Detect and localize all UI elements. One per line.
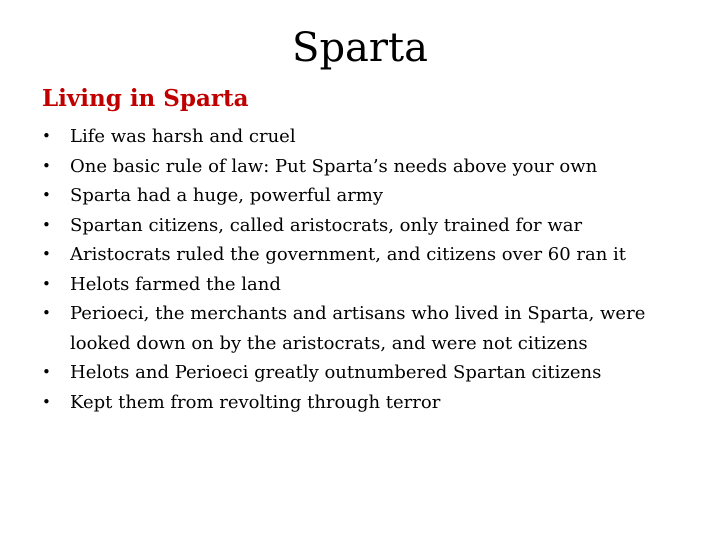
- bullet-icon: •: [42, 127, 51, 145]
- bullet-text: Kept them from revolting through terror: [70, 391, 441, 413]
- bullet-text: Sparta had a huge, powerful army: [70, 185, 384, 206]
- bullet-text: Perioeci, the merchants and artisans who lived in Sparta, were looked down on by the aristocrats, and were not citizens: [70, 303, 646, 354]
- bullet-icon: •: [42, 156, 51, 175]
- bullet-text: Helots farmed the land: [70, 273, 281, 295]
- bullet-icon: •: [42, 392, 51, 411]
- bullet-icon: •: [42, 304, 51, 322]
- bullet-list: [42, 122, 682, 417]
- bullet-item: [42, 240, 682, 270]
- bullet-item: [42, 388, 682, 418]
- bullet-text: Helots and Perioeci greatly outnumbered Spartan citizens: [70, 362, 602, 383]
- bullet-item: [42, 270, 682, 300]
- bullet-item: [42, 152, 682, 182]
- bullet-text: One basic rule of law: Put Sparta’s needs above your own: [70, 155, 598, 177]
- bullet-text: Life was harsh and cruel: [70, 126, 296, 147]
- bullet-item: [42, 181, 682, 211]
- bullet-item: [42, 122, 682, 152]
- bullet-icon: •: [42, 245, 51, 263]
- bullet-item: [42, 299, 682, 358]
- bullet-text: Spartan citizens, called aristocrats, only trained for war: [70, 214, 583, 236]
- slide-subtitle: Living in Sparta: [42, 85, 249, 112]
- bullet-icon: •: [42, 363, 51, 381]
- bullet-item: [42, 211, 682, 241]
- bullet-item: [42, 358, 682, 388]
- bullet-icon: •: [42, 186, 51, 204]
- bullet-text: Aristocrats ruled the government, and citizens over 60 ran it: [70, 244, 627, 265]
- bullet-icon: •: [42, 215, 51, 234]
- slide-title: Sparta: [292, 25, 428, 71]
- bullet-icon: •: [42, 274, 51, 293]
